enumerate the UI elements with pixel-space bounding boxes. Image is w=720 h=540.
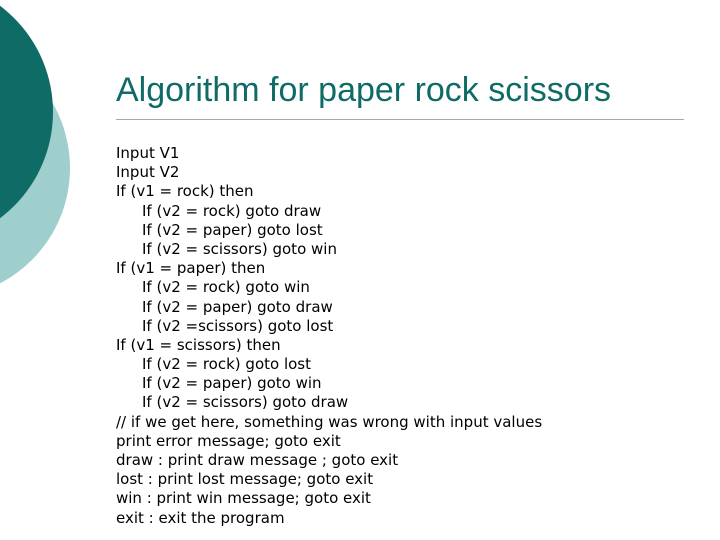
algorithm-line: If (v2 = scissors) goto win <box>142 239 337 258</box>
algorithm-line: If (v1 = paper) then <box>116 259 266 278</box>
algorithm-line: If (v2 = scissors) goto draw <box>142 393 349 412</box>
algorithm-line: // if we get here, something was wrong with input values <box>116 412 543 431</box>
algorithm-line: If (v2 =scissors) goto lost <box>142 316 334 335</box>
algorithm-line: Input V1 <box>116 144 180 162</box>
algorithm-line: print error message; goto exit <box>116 431 341 450</box>
title-divider <box>116 119 684 120</box>
algorithm-line: win : print win message; goto exit <box>116 489 371 508</box>
algorithm-line: If (v2 = paper) goto lost <box>142 220 323 239</box>
algorithm-line: lost : print lost message; goto exit <box>116 470 374 489</box>
algorithm-line: If (v2 = rock) goto win <box>142 278 310 297</box>
algorithm-line: Input V2 <box>116 163 180 182</box>
algorithm-line: exit : exit the program <box>116 508 285 527</box>
algorithm-line: If (v2 = rock) goto draw <box>142 201 322 220</box>
algorithm-line: draw : print draw message ; goto exit <box>116 451 399 469</box>
algorithm-line: If (v1 = rock) then <box>116 182 254 201</box>
algorithm-line: If (v1 = scissors) then <box>116 335 281 354</box>
algorithm-line: If (v2 = rock) goto lost <box>142 355 311 374</box>
algorithm-lines <box>116 144 542 528</box>
slide-title: Algorithm for paper rock scissors <box>116 71 612 109</box>
algorithm-line: If (v2 = paper) goto draw <box>142 297 333 316</box>
algorithm-line: If (v2 = paper) goto win <box>142 374 322 393</box>
